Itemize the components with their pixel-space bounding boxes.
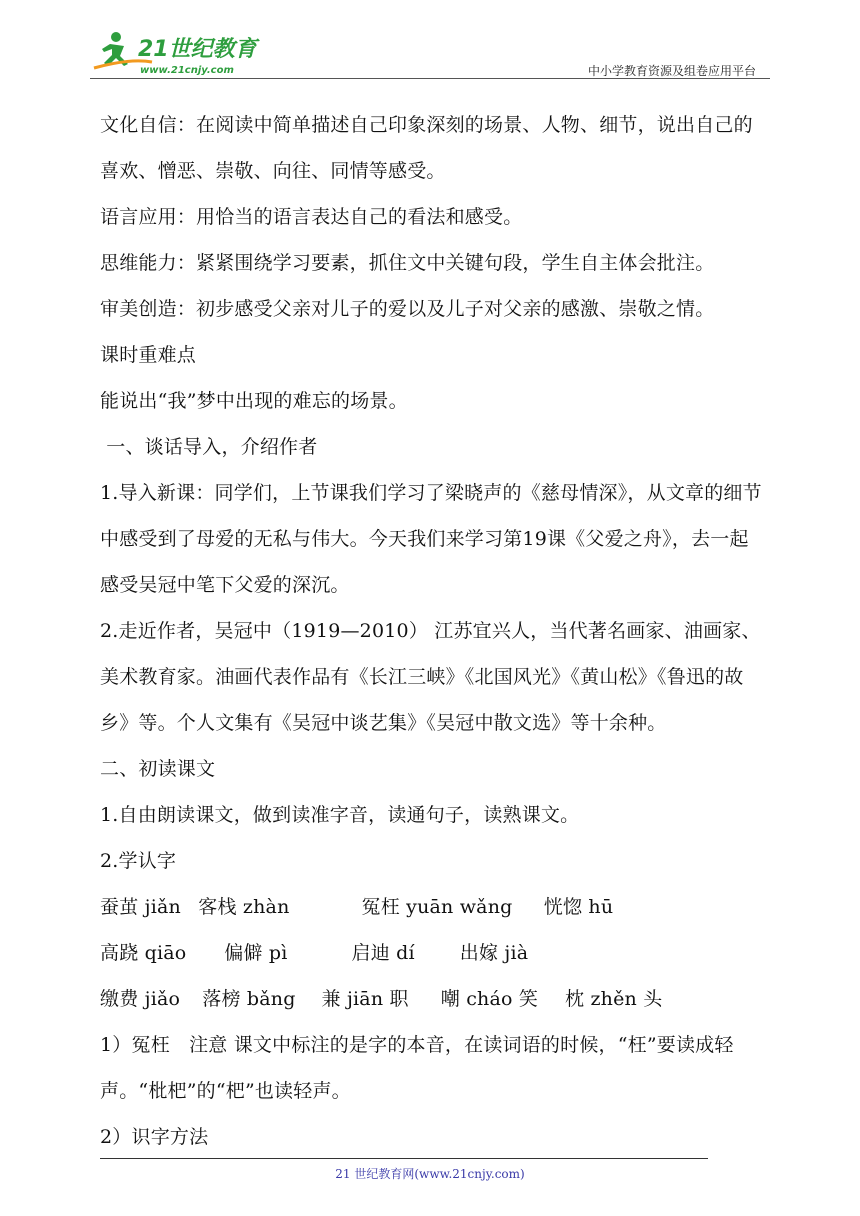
- paragraph-literacy-method: 2）识字方法: [100, 1126, 209, 1148]
- paragraph-intro-lesson: 1.导入新课：同学们，上节课我们学习了梁晓声的《慈母情深》，从文章的细节中感受到了母爱的无私与伟大。今天我们来学习第19课《父爱之舟》，去一起感受吴冠中笔下父爱的深沉。: [100, 482, 762, 596]
- pinyin-row: [100, 930, 764, 976]
- pinyin-item: 出嫁 jià: [459, 942, 529, 964]
- logo-brand-text: 21世纪教育: [138, 37, 257, 62]
- pinyin-row: [100, 884, 764, 930]
- section-heading-intro: 一、谈话导入，介绍作者: [100, 436, 318, 458]
- footer-text: 21 世纪教育网(www.21cnjy.com): [335, 1167, 525, 1181]
- paragraph-aesthetic-creation: 审美创造：初步感受父亲对儿子的爱以及儿子对父亲的感激、崇敬之情。: [100, 298, 715, 320]
- document-body: [100, 102, 764, 1160]
- paragraph-read-aloud: 1.自由朗读课文，做到读准字音，读通句子，读熟课文。: [100, 804, 580, 826]
- pinyin-item: 缴费 jiǎo: [100, 988, 181, 1010]
- section-heading-first-reading: 二、初读课文: [100, 758, 216, 780]
- paragraph-key-point: 能说出“我”梦中出现的难忘的场景。: [100, 390, 408, 412]
- pinyin-row: [100, 976, 764, 1022]
- paragraph-author: 2.走近作者，吴冠中（1919—2010） 江苏宜兴人，当代著名画家、油画家、美术教育家。油画代表作品有《长江三峡》《北国风光》《黄山松》《鲁迅的故乡》等。个人文集有《吴冠中谈艺集》《吴冠中散文选》等十余种。: [100, 620, 761, 734]
- site-logo: [90, 28, 270, 78]
- header-divider: [90, 78, 770, 79]
- pinyin-item: 恍惚 hū: [543, 896, 614, 918]
- paragraph-learn-characters: 2.学认字: [100, 850, 177, 872]
- pinyin-item: 客栈 zhàn: [198, 896, 290, 918]
- logo-url-text: www.21cnjy.com: [140, 65, 234, 76]
- pinyin-item: 冤枉 yuān wǎng: [361, 896, 513, 918]
- paragraph-note-yuanwang: 1）冤枉 注意 课文中标注的是字的本音，在读词语的时候，“枉”要读成轻声。“枇杷”的“杷”也读轻声。: [100, 1034, 734, 1102]
- platform-name: 中小学教育资源及组卷应用平台: [587, 64, 756, 78]
- pinyin-item: 偏僻 pì: [224, 942, 288, 964]
- pinyin-item: 落榜 bǎng: [202, 988, 296, 1010]
- pinyin-item: 枕 zhěn 头: [565, 988, 663, 1010]
- paragraph-language-use: 语言应用：用恰当的语言表达自己的看法和感受。: [100, 206, 523, 228]
- pinyin-item: 蚕茧 jiǎn: [100, 896, 181, 918]
- pinyin-item: 高跷 qiāo: [100, 942, 187, 964]
- pinyin-item: 启迪 dí: [351, 942, 415, 964]
- paragraph-cultural-confidence: 文化自信：在阅读中简单描述自己印象深刻的场景、人物、细节，说出自己的喜欢、憎恶、崇敬、向往、同情等感受。: [100, 114, 753, 182]
- pinyin-item: 嘲 cháo 笑: [440, 988, 539, 1010]
- footer-divider: [100, 1158, 708, 1159]
- page-header: [90, 28, 770, 80]
- heading-key-points: 课时重难点: [100, 344, 197, 366]
- paragraph-thinking-ability: 思维能力：紧紧围绕学习要素，抓住文中关键句段，学生自主体会批注。: [100, 252, 715, 274]
- pinyin-item: 兼 jiān 职: [321, 988, 409, 1010]
